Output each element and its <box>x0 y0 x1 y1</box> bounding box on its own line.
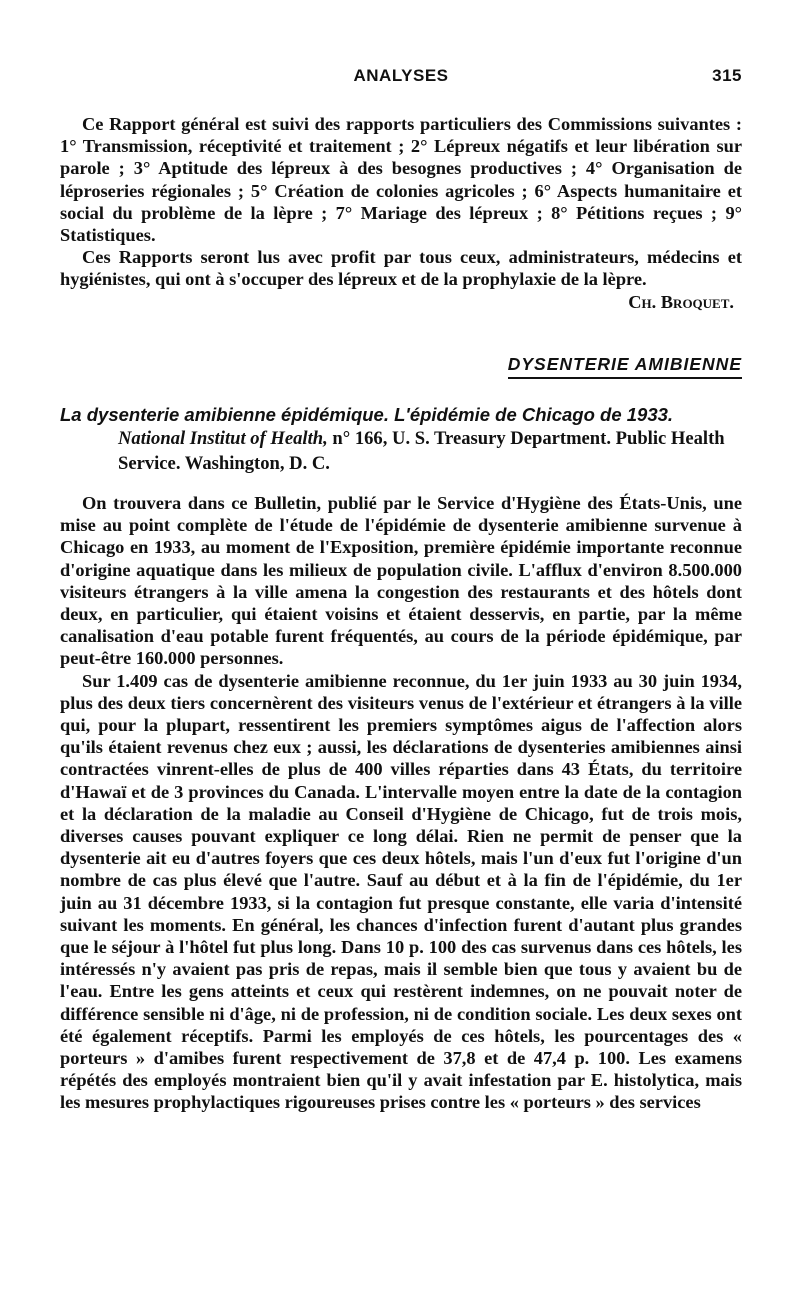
source-details: n° 166, U. S. Treasury Department. Public Health Service. Washington, D. C. <box>118 428 725 474</box>
intro-block <box>60 113 742 313</box>
running-title: ANALYSES <box>353 66 449 85</box>
paragraph: Ce Rapport général est suivi des rapports particuliers des Commissions suivantes : 1° Transmission, réceptivité et traitement ; 2° Lépreux négatifs et leur libération sur parole ; 3° Aptitude des lépreux à des besognes productives ; 4° Organisation de léproseries régionales ; 5° Création de colonies agricoles ; 6° Aspects humanitaire et social du problème de la lèpre ; 7° Mariage des lépreux ; 8° Pétitions reçues ; 9° Statistiques. <box>60 114 742 246</box>
paragraph: Sur 1.409 cas de dysenterie amibienne reconnue, du 1er juin 1933 au 30 juin 1934, plus des deux tiers concernèrent des visiteurs venus de l'extérieur et étrangers à la ville qui, pour la plupart, ressentirent les premiers symptômes aigus de l'affection alors qu'ils étaient revenus chez eux ; aussi, les déclarations de dysenteries amibiennes ainsi contractées vinrent-elles de plus de 400 villes réparties dans 43 États, du territoire d'Hawaï et de 3 provinces du Canada. L'intervalle moyen entre la date de la contagion et la déclaration de la maladie au Conseil d'Hygiène de Chicago, fut de trois mois, diverses causes pouvant expliquer ce long délai. Rien ne permit de penser que la dysenterie ait eu d'autres foyers que ces deux hôtels, mais l'un d'eux fut l'origine d'un nombre de cas plus élevé que l'autre. Sauf au début et à la fin de l'épidémie, du 1er juin au 31 décembre 1933, si la contagion fut presque constante, elle varia d'intensité suivant les moments. En général, les chances d'infection furent d'autant plus grandes que le séjour à l'hôtel fut plus long. Dans 10 p. 100 des cas survenus dans ces hôtels, les intéressés n'y avaient pas pris de repas, mais il semble bien que tous y avaient bu de l'eau. Entre les gens atteints et ceux qui restèrent indemnes, on ne pouvait noter de différence sensible ni d'âge, ni de profession, ni de condition sociale. Les deux sexes ont été également réceptifs. Parmi les employés de ces hôtels, les pourcentages des « porteurs » d'amibes furent respectivement de 37,8 et de 47,4 p. 100. Les examens répétés des employés montraient bien qu'il y avait infestation par E. histolytica, mais les mesures prophylactiques rigoureuses prises contre les « porteurs » des services <box>60 670 742 1113</box>
article-body <box>60 492 742 1114</box>
paragraph: Ces Rapports seront lus avec profit par tous ceux, administrateurs, médecins et hygiénistes, qui ont à s'occuper des lépreux et de la prophylaxie de la lèpre. <box>60 247 742 290</box>
running-head <box>60 66 742 90</box>
article-header <box>60 403 742 476</box>
paragraph: On trouvera dans ce Bulletin, publié par le Service d'Hygiène des États-Unis, une mise au point complète de l'étude de l'épidémie de dysenterie amibienne survenue à Chicago en 1933, au moment de l'Exposition, première épidémie importante reconnue d'origine aquatique dans les milieux de population civile. L'afflux d'environ 8.500.000 visiteurs étrangers à la ville amena la congestion des restaurants et des hôtels dont deux, en particulier, qui étaient voisins et étaient desservis, en partie, par la même canalisation d'eau potable furent fréquentés, au cours de la période épidémique, par peut-être 160.000 personnes. <box>60 493 742 669</box>
article-title: La dysenterie amibienne épidémique. L'épidémie de Chicago de 1933. <box>60 404 674 425</box>
section-heading: DYSENTERIE AMIBIENNE <box>508 354 742 379</box>
article-source <box>60 427 742 476</box>
source-institution: National Institut of Health, <box>118 428 328 449</box>
page-number: 315 <box>712 66 742 85</box>
signature: Ch. Broquet. <box>628 291 734 312</box>
